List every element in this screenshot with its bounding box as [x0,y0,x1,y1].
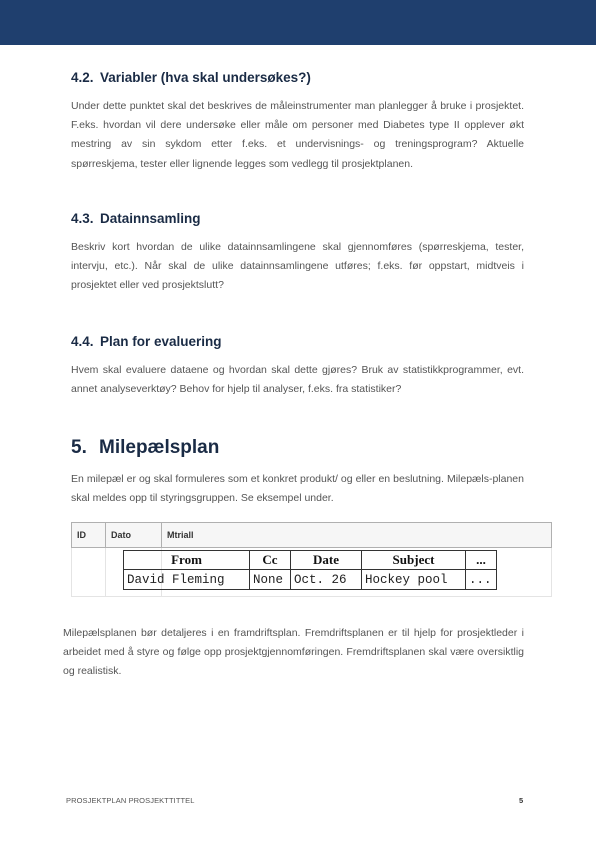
email-cell-date: Oct. 26 [291,570,362,590]
milestone-header-date: Dato [106,523,162,548]
section-heading-4-4 [71,334,222,349]
email-header-cc: Cc [250,551,291,570]
chapter-number: 5. [71,437,87,458]
footer-page-number: 5 [519,796,524,805]
milestone-header-row [72,523,552,548]
email-header-date: Date [291,551,362,570]
section-number: 4.2. [71,70,94,85]
section-number: 4.4. [71,334,94,349]
email-cell-subject: Hockey pool [362,570,466,590]
footer-document-title: PROSJEKTPLAN PROSJEKTTITTEL [66,796,195,805]
section-number: 4.3. [71,211,94,226]
email-header-subject: Subject [362,551,466,570]
section-heading-4-2 [71,70,311,85]
section-title: Plan for evaluering [100,334,222,349]
email-cell-more: ... [466,570,497,590]
email-cell-from: David Fleming [124,570,250,590]
chapter-heading [71,437,219,459]
email-example-table [123,550,497,590]
section-paragraph-4-2: Under dette punktet skal det beskrives de måleinstrumenter man planlegger å bruke i prosjektet. F.eks. hvordan vil dere undersøke eller måle om personer med Diabetes type II opplever økt mestring av sin sykdom etter f.eks. et undervisnings- og treningsprogram? Aktuelle spørreskjema, tester eller lignende legges som vedlegg til prosjektplanen. [71,100,524,170]
email-row [124,570,497,590]
milestone-header-id: ID [72,523,106,548]
section-paragraph-4-3: Beskriv kort hvordan de ulike datainnsamlingene skal gjennomføres (spørreskjema, tester, intervju, etc.). Når skal de ulike datainnsamlingene utføres; f.eks. før oppstart, midtveis i prosjektet eller ved prosjektslutt? [71,241,524,292]
section-paragraph-4-4: Hvem skal evaluere dataene og hvordan skal dette gjøres? Bruk av statistikkprogrammer, evt. annet analyseverktøy? Behov for hjelp til analyser, f.eks. fra statistiker? [71,364,524,396]
section-title: Datainnsamling [100,211,201,226]
chapter-intro: En milepæl er og skal formuleres som et konkret produkt/ og eller en beslutning. Milepæls-planen skal meldes opp til styringsgruppen. Se eksempel under. [71,473,524,505]
email-header-more: ... [466,551,497,570]
email-header-row [124,551,497,570]
chapter-title: Milepælsplan [99,437,220,458]
closing-paragraph: Milepælsplanen bør detaljeres i en framdriftsplan. Fremdriftsplanen er til hjelp for prosjektleder i arbeidet med å styre og følge opp prosjektgjennomføringen. Fremdriftsplanen skal være oversiktlig og realistisk. [63,627,524,678]
email-cell-cc: None [250,570,291,590]
header-bar [0,0,596,45]
milestone-cell-id [72,548,106,597]
email-header-from: From [124,551,250,570]
section-title: Variabler (hva skal undersøkes?) [100,70,311,85]
section-heading-4-3 [71,211,201,226]
milestone-header-material: Mtriall [162,523,552,548]
